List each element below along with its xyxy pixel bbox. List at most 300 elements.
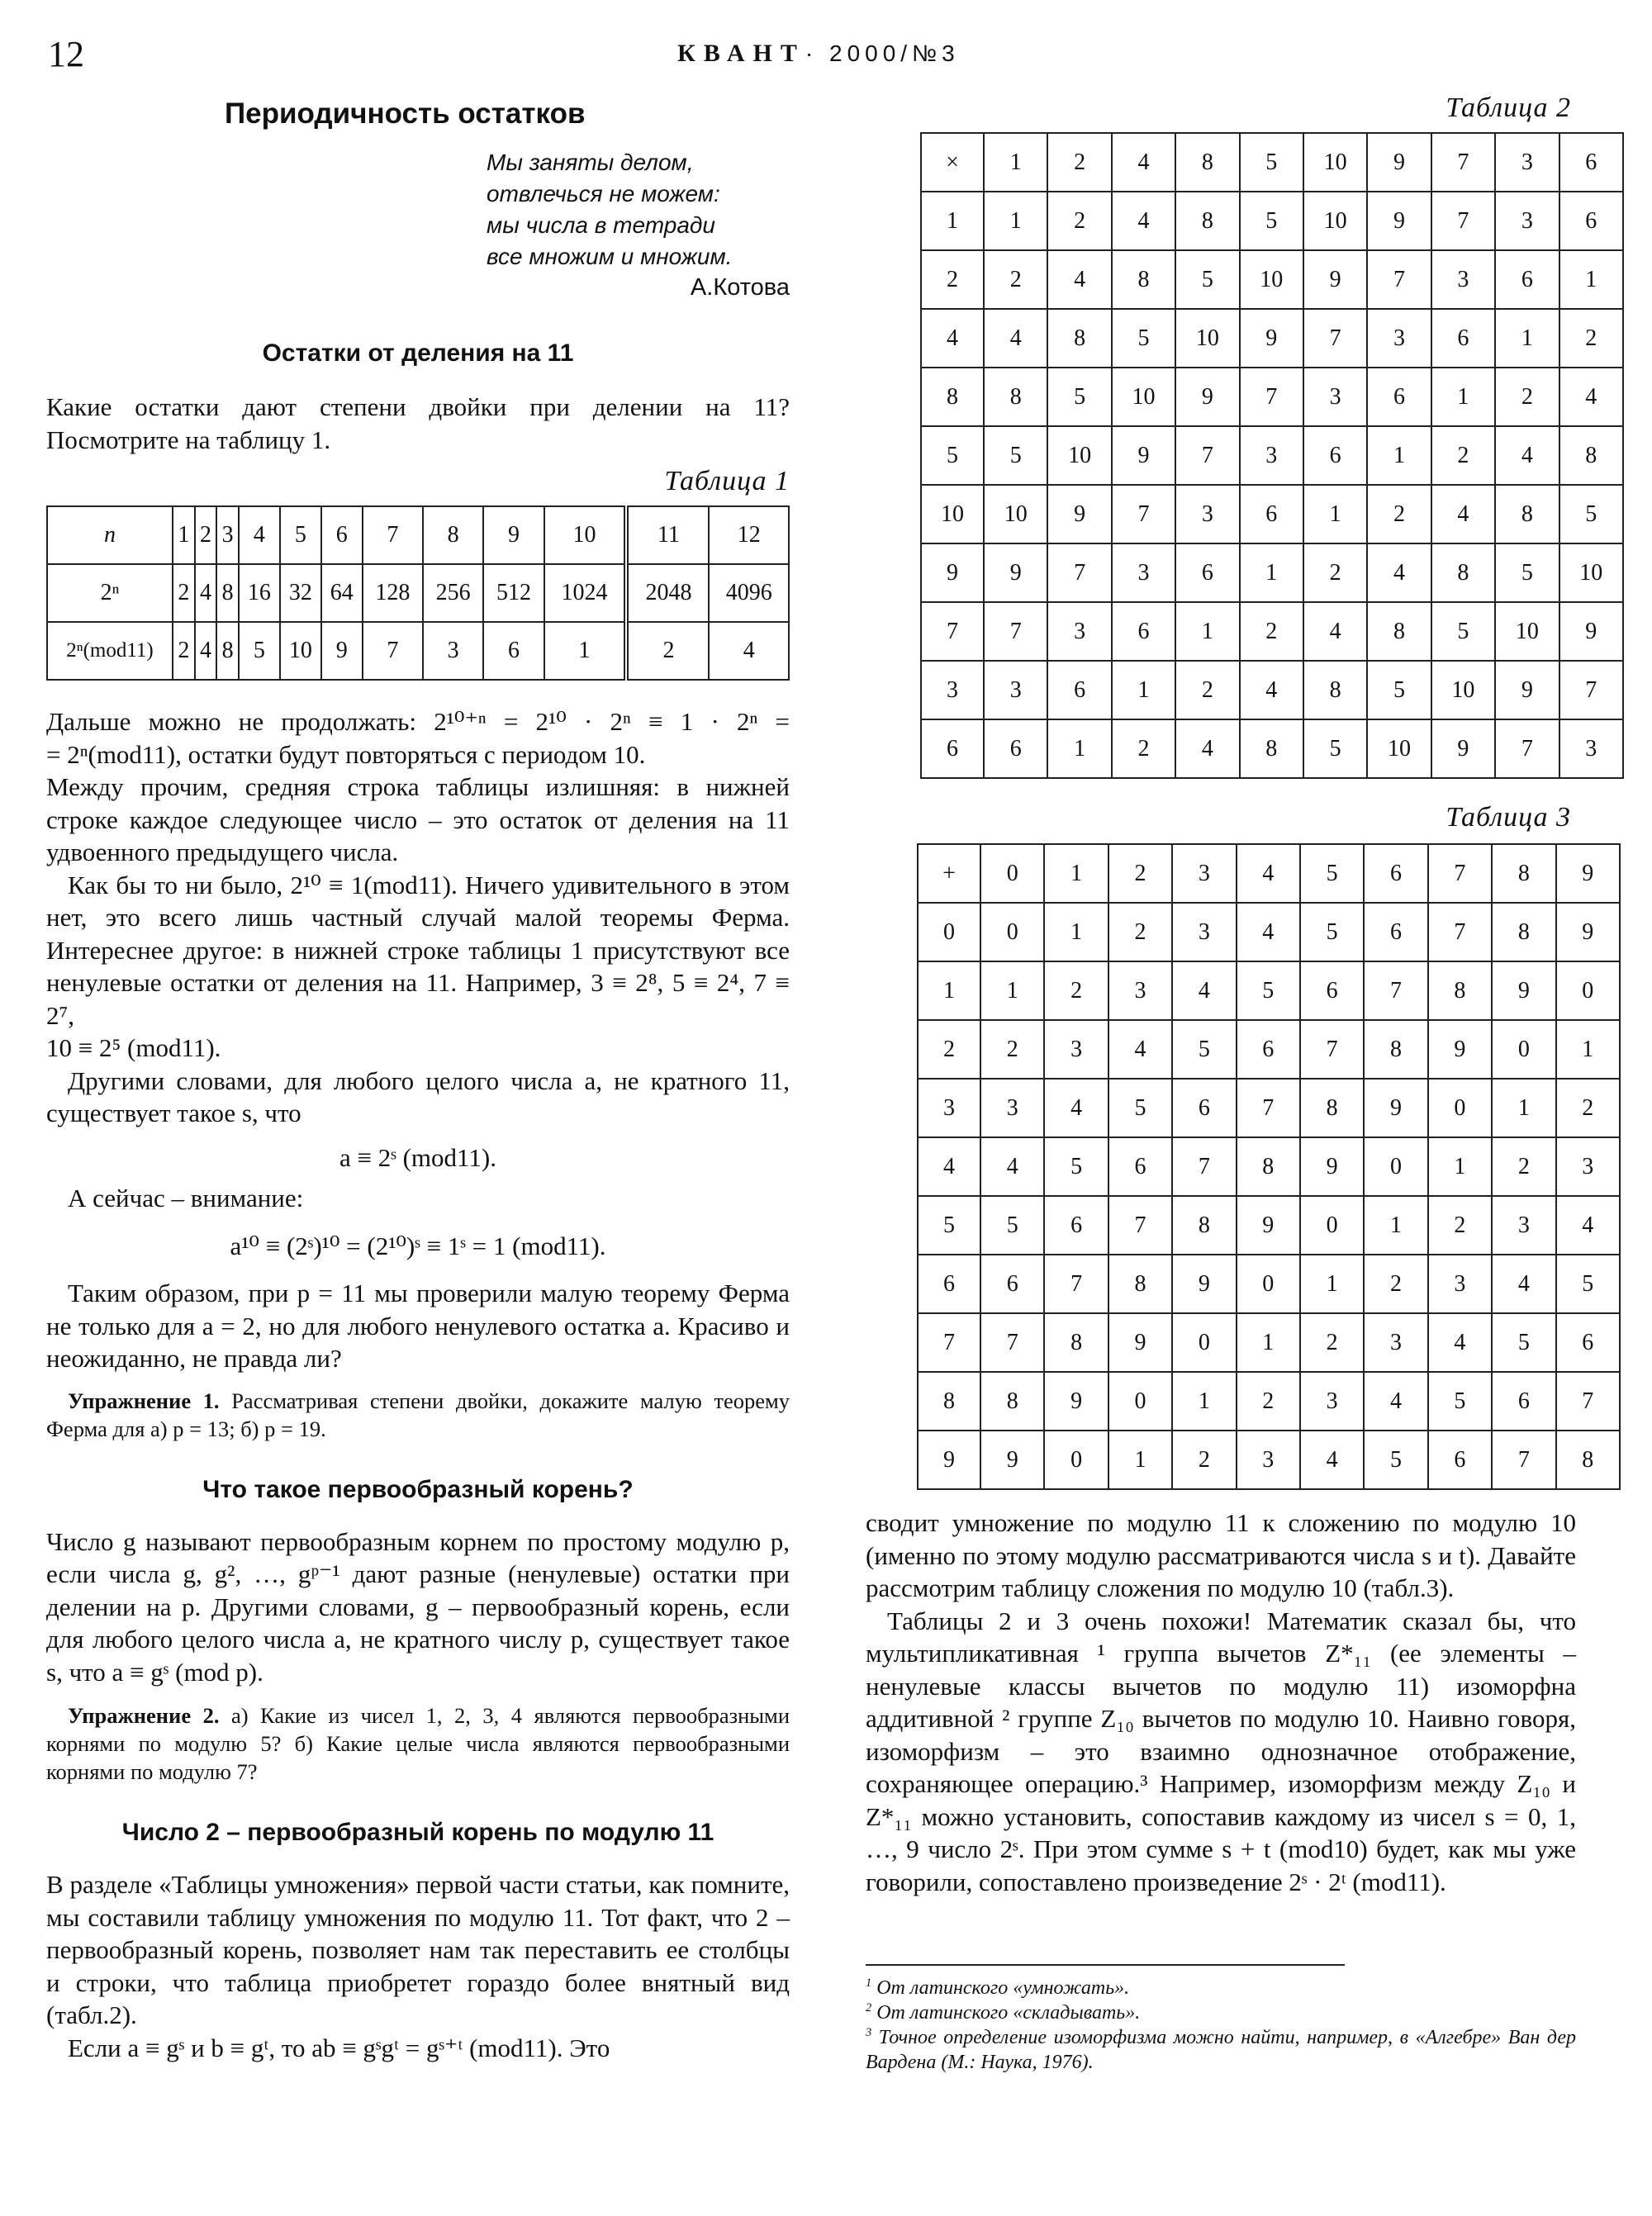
table-row [918, 1372, 1620, 1431]
table-cell: 8 [1556, 1431, 1620, 1489]
table-row [918, 1196, 1620, 1255]
table-cell: 2 [984, 250, 1047, 309]
table-cell: 1 [1240, 543, 1303, 602]
table-cell: 2 [1492, 1137, 1555, 1196]
table-cell: 0 [1364, 1137, 1427, 1196]
table-cell: 6 [1364, 903, 1427, 961]
table-cell: 8 [984, 368, 1047, 426]
table-cell: 5 [1240, 192, 1303, 250]
table-cell: 6 [1240, 485, 1303, 543]
table-header-cell: 3 [921, 661, 984, 719]
table-header-cell: 7 [921, 602, 984, 661]
table-header-cell: 1 [1044, 844, 1108, 903]
table-cell: 11 [626, 506, 709, 564]
table-cell: 2 [1431, 426, 1495, 485]
paragraph: В разделе «Таблицы умножения» первой части статьи, как помните, мы составили таблицу умножения по модулю 11. Тот факт, что 2 – первообразный корень, позволяет нам так переставить ее столбцы и строки, что таблица приобретет гораздо более внятный вид (табл.2). [46, 1870, 790, 2029]
table-cell: 7 [1556, 1372, 1620, 1431]
table-cell: 9 [1237, 1196, 1300, 1255]
table-cell: 3 [1108, 961, 1172, 1020]
table-cell: 6 [321, 506, 363, 564]
table-row [921, 719, 1623, 778]
table-cell: 8 [1559, 426, 1623, 485]
table-cell: 7 [363, 622, 423, 680]
table-cell: 1 [1495, 309, 1559, 368]
table-header-cell: 4 [921, 309, 984, 368]
table-cell: 3 [1428, 1255, 1492, 1313]
table-cell: 6 [1303, 426, 1367, 485]
paragraph: Какие остатки дают степени двойки при делении на 11? Посмотрите на таблицу 1. [46, 392, 790, 454]
table-header-cell: 7 [918, 1313, 980, 1372]
table-cell: 8 [216, 564, 239, 622]
table-cell: 1 [1108, 1431, 1172, 1489]
table-row [921, 192, 1623, 250]
paragraph: Дальше можно не продолжать: 2¹⁰⁺ⁿ = 2¹⁰ · 2ⁿ ≡ 1 · 2ⁿ = [46, 707, 790, 736]
table-cell: 16 [239, 564, 280, 622]
formula: a¹⁰ ≡ (2ˢ)¹⁰ = (2¹⁰)ˢ ≡ 1ˢ = 1 (mod11). [230, 1231, 606, 1260]
epigraph-line: все множим и множим. [487, 244, 733, 269]
table-cell: 3 [1492, 1196, 1555, 1255]
table-cell: 8 [1492, 903, 1555, 961]
table-header-cell: 10 [1303, 133, 1367, 192]
table-cell: 4 [1559, 368, 1623, 426]
table-row [918, 1313, 1620, 1372]
table-cell: 1 [984, 192, 1047, 250]
table-cell: n [47, 506, 173, 564]
table-cell: 7 [1240, 368, 1303, 426]
footnotes [866, 1976, 1576, 2075]
table-cell: 7 [984, 602, 1047, 661]
table-row [918, 903, 1620, 961]
table-cell: 1 [1367, 426, 1431, 485]
footnote [866, 2000, 1576, 2025]
footnote-text: Точное определение изоморфизма можно найти, например, в «Алгебре» Ван дер Вардена (М.: Наука, 1976). [866, 2027, 1577, 2073]
table-cell: 6 [1431, 309, 1495, 368]
table-cell: 9 [1556, 903, 1620, 961]
table-cell: 5 [1364, 1431, 1427, 1489]
table-cell: 8 [1175, 192, 1239, 250]
formula: a ≡ 2ˢ (mod11). [339, 1142, 496, 1172]
exercise-text: а) Какие из чисел 1, 2, 3, 4 являются первообразными корнями по модулю 5? б) Какие целые числа являются первообразными корнями по модулю 7? [46, 1703, 790, 1784]
table-cell: 0 [1300, 1196, 1364, 1255]
table-cell: 10 [1431, 661, 1495, 719]
table-cell: 6 [1172, 1079, 1236, 1137]
table-cell: 7 [1367, 250, 1431, 309]
table-cell: 7 [1112, 485, 1175, 543]
paragraph: Другими словами, для любого целого числа a, не кратного 11, существует такое s, что [46, 1065, 790, 1127]
table-cell: 9 [1364, 1079, 1427, 1137]
table-cell: 4 [1495, 426, 1559, 485]
table-cell: 9 [1300, 1137, 1364, 1196]
table-header-cell: + [918, 844, 980, 903]
section-heading: Что такое первообразный корень? [202, 1475, 634, 1503]
table-cell: 4 [195, 622, 217, 680]
left-column [46, 91, 790, 2064]
table-header-cell: 2 [1047, 133, 1111, 192]
table-cell: 3 [1047, 602, 1111, 661]
table-cell: 3 [423, 622, 483, 680]
table-cell: 1 [1431, 368, 1495, 426]
table-cell: 9 [980, 1431, 1044, 1489]
table-cell: 7 [1108, 1196, 1172, 1255]
footnote-text: От латинского «умножать». [876, 1977, 1130, 1999]
table-cell: 1 [1044, 903, 1108, 961]
table-cell: 10 [1175, 309, 1239, 368]
table-cell: 4 [1112, 192, 1175, 250]
paragraph: Если a ≡ gˢ и b ≡ gᵗ, то ab ≡ gˢgᵗ = gˢ⁺ᵗ (mod11). Это [68, 2033, 610, 2062]
table-cell: 10 [280, 622, 321, 680]
table-cell: 2 [195, 506, 217, 564]
table-header-cell: 6 [918, 1255, 980, 1313]
paragraph: Таким образом, при p = 11 мы проверили малую теорему Ферма не только для a = 2, но для любого ненулевого остатка a. Красиво и неожиданно, не правда ли? [46, 1279, 790, 1373]
table-header-cell: 4 [1112, 133, 1175, 192]
table-header-cell: 3 [1172, 844, 1236, 903]
table-cell: 7 [1431, 192, 1495, 250]
table-cell: 0 [980, 903, 1044, 961]
table-row [921, 426, 1623, 485]
paragraph: сводит умножение по модулю 11 к сложению по модулю 10 (именно по этому модулю рассматриваются числа s и t). Давайте рассмотрим таблицу сложения по модулю 10 (табл.3). [866, 1508, 1576, 1602]
table-cell: 2 [1240, 602, 1303, 661]
paragraph: А сейчас – внимание: [68, 1184, 304, 1212]
table-cell: 1 [1559, 250, 1623, 309]
table-row [918, 844, 1620, 903]
table-cell: 7 [1303, 309, 1367, 368]
table-cell: 8 [1367, 602, 1431, 661]
table-cell: 4 [1047, 250, 1111, 309]
right-column [866, 91, 1603, 2075]
table-cell: 5 [980, 1196, 1044, 1255]
table-cell: 5 [1428, 1372, 1492, 1431]
table-header-cell: 4 [918, 1137, 980, 1196]
table-row [921, 309, 1623, 368]
table-cell: 8 [1044, 1313, 1108, 1372]
table-cell: 2 [1428, 1196, 1492, 1255]
table-header-cell: 8 [918, 1372, 980, 1431]
table-row [921, 485, 1623, 543]
table-cell: 7 [1044, 1255, 1108, 1313]
table-cell: 2048 [626, 564, 709, 622]
table-cell: 9 [1240, 309, 1303, 368]
paragraph: Как бы то ни было, 2¹⁰ ≡ 1(mod11). Ничего удивительного в этом нет, это всего лишь частный случай малой теоремы Ферма. Интереснее другое: в нижней строке таблицы 1 присутствуют все ненулевые остатки от деления на 11. Например, 3 ≡ 2⁸, 5 ≡ 2⁴, 7 ≡ 2⁷, [46, 870, 790, 1030]
table-header-cell: 2 [1108, 844, 1172, 903]
table-cell: 10 [1495, 602, 1559, 661]
table-cell: 8 [1428, 961, 1492, 1020]
epigraph-author: А.Котова [690, 274, 790, 301]
table-cell: 0 [1108, 1372, 1172, 1431]
table-row [921, 250, 1623, 309]
footnote-mark: 3 [866, 2026, 872, 2039]
table-cell: 4 [984, 309, 1047, 368]
table-cell: 4 [1108, 1020, 1172, 1079]
table-cell: 1 [1237, 1313, 1300, 1372]
table-cell: 5 [1300, 903, 1364, 961]
table-cell: 4 [1300, 1431, 1364, 1489]
table-cell: 4 [1367, 543, 1431, 602]
table-cell: 3 [1367, 309, 1431, 368]
table-cell: 3 [1112, 543, 1175, 602]
table-cell: 5 [1559, 485, 1623, 543]
table-cell: 6 [1237, 1020, 1300, 1079]
table-cell: 3 [1556, 1137, 1620, 1196]
table-cell: 5 [1431, 602, 1495, 661]
table-cell: 5 [1303, 719, 1367, 778]
table-header-cell: 1 [918, 961, 980, 1020]
table-cell: 64 [321, 564, 363, 622]
table-cell: 7 [1492, 1431, 1555, 1489]
table-cell: 9 [1108, 1313, 1172, 1372]
table-cell: 8 [1172, 1196, 1236, 1255]
table-header-cell: 5 [1300, 844, 1364, 903]
table-cell: 8 [423, 506, 483, 564]
table-header-cell: 7 [1428, 844, 1492, 903]
table-cell: 1024 [544, 564, 627, 622]
table-cell: 5 [1367, 661, 1431, 719]
page-number: 12 [48, 34, 84, 74]
table-cell: 3 [216, 506, 239, 564]
table-cell: 3 [1300, 1372, 1364, 1431]
table-cell: 0 [1428, 1079, 1492, 1137]
table-cell: 5 [984, 426, 1047, 485]
table-cell: 3 [1240, 426, 1303, 485]
table-header-cell: 6 [921, 719, 984, 778]
table-cell: 1 [1175, 602, 1239, 661]
table-cell: 32 [280, 564, 321, 622]
footnote-text: От латинского «складывать». [876, 2002, 1141, 2024]
table-header-cell: 3 [1495, 133, 1559, 192]
table-header-cell: 4 [1237, 844, 1300, 903]
table-header-cell: 3 [918, 1079, 980, 1137]
table-cell: 3 [1175, 485, 1239, 543]
table-cell: 2 [1047, 192, 1111, 250]
table-cell: 2 [980, 1020, 1044, 1079]
table-header-cell: 7 [1431, 133, 1495, 192]
paragraph: Число g называют первообразным корнем по простому модулю p, если числа g, g², …, gᵖ⁻¹ дают разные (ненулевые) остатки при делении на p. Другими словами, g – первообразный корень, если для любого целого числа a, не кратного числу p, существует такое s, что a ≡ gˢ (mod p). [46, 1526, 790, 1687]
table-cell: 10 [1367, 719, 1431, 778]
footnote-mark: 2 [866, 2001, 872, 2014]
table-cell: 7 [1237, 1079, 1300, 1137]
epigraph-line: Мы заняты делом, [487, 149, 694, 175]
table-cell: 2 [1108, 903, 1172, 961]
table-cell: 12 [709, 506, 789, 564]
footnote-mark: 1 [866, 1976, 872, 1990]
exercise-label: Упражнение 1. [68, 1388, 220, 1413]
table-cell: 10 [1047, 426, 1111, 485]
table-header-cell: 5 [921, 426, 984, 485]
table-cell: 2 [626, 622, 709, 680]
table-header-cell: 9 [918, 1431, 980, 1489]
exercise-text: Рассматривая степени двойки, докажите малую теорему Ферма для а) p = 13; б) p = 19. [46, 1388, 790, 1441]
table-cell: 1 [173, 506, 195, 564]
table-cell: 0 [1044, 1431, 1108, 1489]
table-cell: 6 [1559, 192, 1623, 250]
table-cell: 9 [483, 506, 544, 564]
table-cell: 8 [1240, 719, 1303, 778]
table-cell: 2 [1556, 1079, 1620, 1137]
table-cell: 3 [1559, 719, 1623, 778]
exercise-label: Упражнение 2. [68, 1703, 220, 1728]
table-cell: 4 [1556, 1196, 1620, 1255]
table-cell: 2ⁿ [47, 564, 173, 622]
table-row [921, 602, 1623, 661]
table-3-caption: Таблица 3 [1446, 802, 1571, 833]
table-cell: 2 [1559, 309, 1623, 368]
table-cell: 2 [1300, 1313, 1364, 1372]
table-cell: 8 [1300, 1079, 1364, 1137]
table-cell: 9 [1428, 1020, 1492, 1079]
table-header-cell: 0 [980, 844, 1044, 903]
table-cell: 9 [1367, 192, 1431, 250]
table-cell: 1 [1047, 719, 1111, 778]
table-cell: 9 [321, 622, 363, 680]
table-cell: 2 [1112, 719, 1175, 778]
table-row [918, 1431, 1620, 1489]
table-cell: 6 [1428, 1431, 1492, 1489]
table-cell: 3 [1364, 1313, 1427, 1372]
table-cell: 2 [1364, 1255, 1427, 1313]
table-cell: 4 [980, 1137, 1044, 1196]
table-header-cell: 5 [918, 1196, 980, 1255]
table-cell: 10 [1303, 192, 1367, 250]
table-cell: 8 [980, 1372, 1044, 1431]
footnote-divider [866, 1964, 1345, 1966]
table-cell: 9 [1172, 1255, 1236, 1313]
table-cell: 3 [1172, 903, 1236, 961]
table-cell: 1 [544, 622, 627, 680]
table-row [921, 661, 1623, 719]
table-cell: 10 [1559, 543, 1623, 602]
table-cell: 10 [544, 506, 627, 564]
table-cell: 10 [1112, 368, 1175, 426]
table-cell: 8 [1112, 250, 1175, 309]
table-cell: 1 [1303, 485, 1367, 543]
table-cell: 5 [1108, 1079, 1172, 1137]
table-cell: 5 [1112, 309, 1175, 368]
table-cell: 3 [984, 661, 1047, 719]
table-cell: 6 [1492, 1372, 1555, 1431]
table-cell: 7 [1047, 543, 1111, 602]
epigraph [487, 147, 790, 273]
table-cell: 4 [1431, 485, 1495, 543]
issue-number: · 2000/№3 [805, 40, 960, 66]
table-header-cell: 9 [1556, 844, 1620, 903]
table-cell: 8 [1047, 309, 1111, 368]
table-row [47, 506, 789, 564]
table-cell: 7 [363, 506, 423, 564]
table-cell: 3 [1237, 1431, 1300, 1489]
section-heading: Остатки от деления на 11 [262, 339, 574, 367]
table-row [921, 133, 1623, 192]
table-cell: 4 [1303, 602, 1367, 661]
epigraph-line: отвлечься не можем: [487, 181, 720, 206]
table-cell: 2 [1237, 1372, 1300, 1431]
table-cell: 4 [709, 622, 789, 680]
table-cell: 4 [1492, 1255, 1555, 1313]
table-header-cell: 8 [1175, 133, 1239, 192]
table-cell: 5 [1492, 1313, 1555, 1372]
table-cell: 6 [1047, 661, 1111, 719]
table-cell: 5 [1556, 1255, 1620, 1313]
table-cell: 2 [1044, 961, 1108, 1020]
section-heading: Число 2 – первообразный корень по модулю 11 [121, 1819, 714, 1846]
paragraph: Между прочим, средняя строка таблицы излишняя: в нижней строке каждое следующее число – это остаток от деления на 11 удвоенного предыдущего числа. [46, 772, 790, 866]
table-header-cell: 0 [918, 903, 980, 961]
table-cell: 7 [1175, 426, 1239, 485]
table-cell: 4 [195, 564, 217, 622]
paragraph: Таблицы 2 и 3 очень похожи! Математик сказал бы, что мультипликативная ¹ группа вычетов Z*₁₁ (ее элементы – ненулевые классы вычетов по модулю 11) изоморфна аддитивной ² группе Z₁₀ вычетов по модулю 10. Наивно говоря, изоморфизм – это взаимно однозначное отображение, сохраняющее операцию.³ Например, изоморфизм между Z₁₀ и Z*₁₁ можно установить, сопоставив каждому из чисел s = 0, 1, …, 9 число 2ˢ. При этом сумме s + t (mod10) будет, как мы уже говорили, сопоставлено произведение 2ˢ · 2ᵗ (mod11). [866, 1606, 1576, 1896]
table-header-cell: 1 [921, 192, 984, 250]
table-cell: 7 [1300, 1020, 1364, 1079]
table-cell: 6 [483, 622, 544, 680]
table-cell: 0 [1556, 961, 1620, 1020]
table-cell: 8 [1495, 485, 1559, 543]
running-header [677, 40, 960, 68]
table-cell: 10 [1240, 250, 1303, 309]
table-1 [46, 505, 790, 681]
table-cell: 1 [980, 961, 1044, 1020]
table-cell: 512 [483, 564, 544, 622]
table-cell: 2 [1175, 661, 1239, 719]
table-cell: 6 [984, 719, 1047, 778]
table-cell: 4096 [709, 564, 789, 622]
table-row [918, 1079, 1620, 1137]
footnote [866, 1976, 1576, 2000]
table-cell: 4 [1044, 1079, 1108, 1137]
table-cell: 7 [1559, 661, 1623, 719]
table-1-caption: Таблица 1 [664, 466, 790, 496]
table-cell: 9 [984, 543, 1047, 602]
table-cell: 6 [1495, 250, 1559, 309]
table-cell: 2 [1367, 485, 1431, 543]
table-header-cell: 5 [1240, 133, 1303, 192]
table-cell: 8 [1108, 1255, 1172, 1313]
table-cell: 0 [1237, 1255, 1300, 1313]
table-cell: 6 [1300, 961, 1364, 1020]
table-header-cell: 2 [921, 250, 984, 309]
table-row [921, 368, 1623, 426]
table-cell: 6 [1367, 368, 1431, 426]
table-cell: 4 [1237, 903, 1300, 961]
table-cell: 7 [1428, 903, 1492, 961]
table-cell: 5 [1044, 1137, 1108, 1196]
table-cell: 9 [1047, 485, 1111, 543]
table-cell: 7 [1364, 961, 1427, 1020]
table-cell: 4 [1364, 1372, 1427, 1431]
article-title: Периодичность остатков [225, 97, 586, 130]
table-cell: 9 [1492, 961, 1555, 1020]
table-cell: 9 [1559, 602, 1623, 661]
table-header-cell: 6 [1559, 133, 1623, 192]
exercise-2 [46, 1701, 790, 1786]
table-cell: 9 [1495, 661, 1559, 719]
table-cell: 4 [1172, 961, 1236, 1020]
journal-name: КВАНТ [677, 40, 805, 67]
table-header-cell: 9 [921, 543, 984, 602]
table-cell: 9 [1303, 250, 1367, 309]
table-cell: 8 [1431, 543, 1495, 602]
table-cell: 9 [1112, 426, 1175, 485]
table-cell: 1 [1300, 1255, 1364, 1313]
table-row [47, 622, 789, 680]
table-header-cell: 2 [918, 1020, 980, 1079]
table-cell: 5 [239, 622, 280, 680]
table-cell: 5 [1172, 1020, 1236, 1079]
table-cell: 6 [1112, 602, 1175, 661]
table-cell: 7 [1172, 1137, 1236, 1196]
table-cell: 256 [423, 564, 483, 622]
table-row [918, 1020, 1620, 1079]
table-cell: 4 [1240, 661, 1303, 719]
table-cell: 6 [1175, 543, 1239, 602]
table-cell: 6 [1044, 1196, 1108, 1255]
